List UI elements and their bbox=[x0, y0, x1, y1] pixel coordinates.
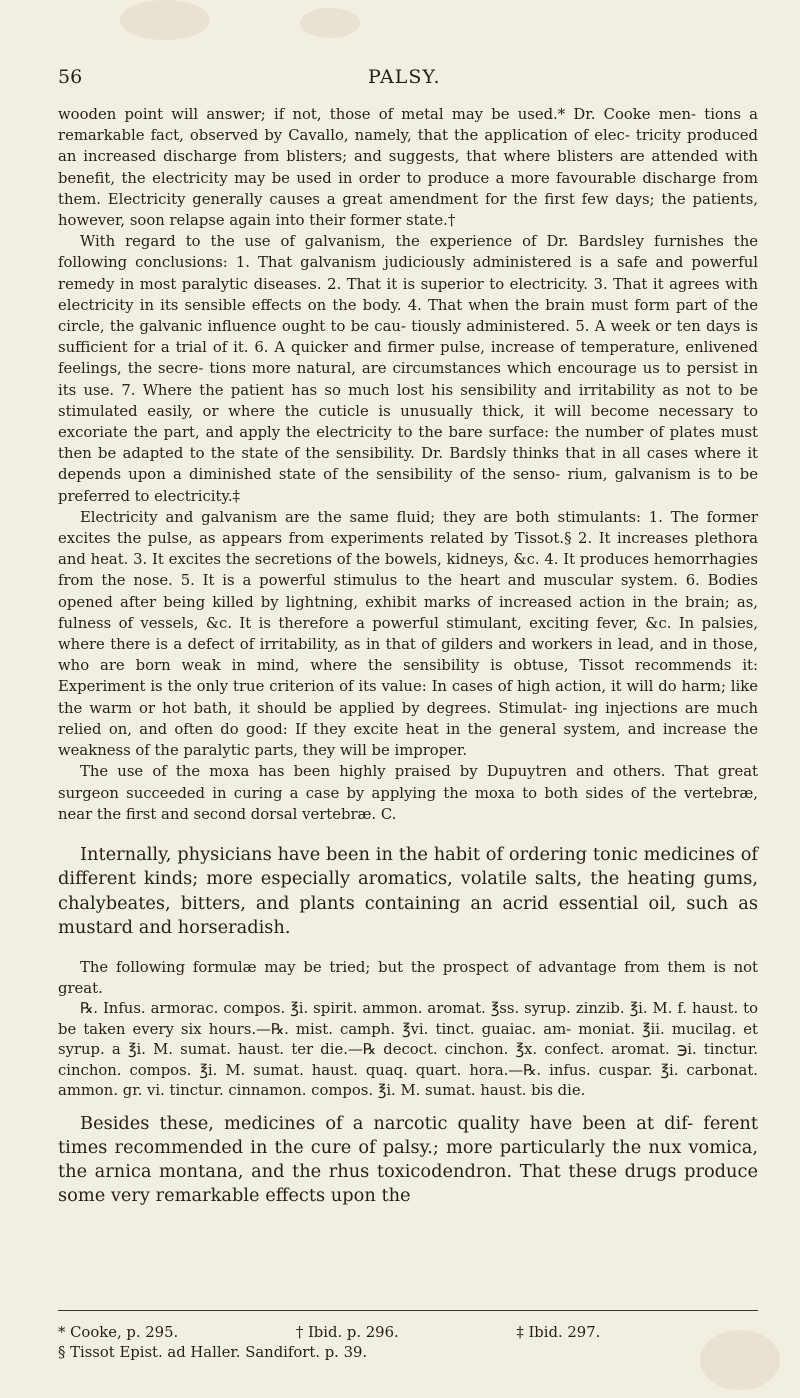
formula-intro: The following formulæ may be tried; but the prospect of advantage from them is not great. bbox=[58, 959, 758, 997]
paragraph-stimulants: Electricity and galvanism are the same fluid; they are both stimulants: 1. The former excites the pulse, as appears from experiments related by Tissot.§ 2. It increases plethora and heat. 3. It excites the secretions of the bowels, kidneys, &c. 4. It produces hemorrhagies from the nose. 5. It is a powerful stimulus to the heart and muscular system. 6. Bodies opened after being killed by lightning, exhibit marks of increased action in the brain; as, fulness of vessels, &c. It is therefore a powerful stimulant, exciting fever, &c. In palsies, where there is a defect of irritability, as in that of gilders and workers in lead, and in those, who are born weak in mind, where the sensibility is obtuse, Tissot recommends it: Experiment is the only true criterion of its value: In cases of high action, it will do harm; like the warm or hot bath, it should be applied by degrees. Stimulat- ing injections are much relied on, and often do good: If they excite heat in the general system, and increase the weakness of the paralytic parts, they will be improper. bbox=[58, 508, 758, 760]
paragraph-besides: Besides these, medicines of a narcotic quality have been at dif- ferent times recommended in the cure of palsy.; more particularly the nux vomica, the arnica montana, and the rhus toxicodendron. That these drugs produce some very remarkable effects upon the bbox=[58, 1112, 758, 1207]
paragraph-moxa: The use of the moxa has been highly praised by Dupuytren and others. That great surgeon succeeded in curing a case by applying the moxa to both sides of the vertebræ, near the first and second dorsal vertebræ. C. bbox=[58, 763, 758, 823]
paragraph-galvanism: With regard to the use of galvanism, the experience of Dr. Bardsley furnishes the following conclusions: 1. That galvanism judiciously administered is a safe and powerful remedy in most paralytic diseases. 2. That it is superior to electricity. 3. That it agrees with electricity in its sensible effects on the body. 4. That when the brain must form part of the circle, the galvanic influence ought to be cau- tiously administered. 5. A week or ten days is sufficient for a trial of it. 6. A quicker and firmer pulse, increase of temperature, enlivened feelings, the secre- tions more natural, are circumstances which encourage us to persist in its use. 7. Where the patient has so much lost his sensibility and irritability as not to be stimulated easily, or where the cuticle is unusually thick, it will become necessary to excoriate the part, and apply the electricity to the bare surface: the number of plates must then be adapted to the state of the sensibility. Dr. Bardsly thinks that in all cases where it depends upon a diminished state of the sensibility of the senso- rium, galvanism is to be preferred to electricity.‡ bbox=[58, 233, 758, 505]
paragraph-electricity: wooden point will answer; if not, those of metal may be used.* Dr. Cooke men- tions a remarkable fact, observed by Cavallo, namely, that the application of elec- tricity produced an increased discharge from blisters; and suggests, that where blisters are attended with benefit, the electricity may be used in order to produce a more favourable discharge from them. Electricity generally causes a great amendment for the first few days; the patients, however, soon relapse again into their former state.† bbox=[58, 106, 758, 230]
body-text bbox=[58, 104, 758, 1209]
paragraph-internally: Internally, physicians have been in the habit of ordering tonic medicines of different kinds; more especially aromatics, volatile salts, the heating gums, chalybeates, bitters, and plants containing an acrid essential oil, such as mustard and horseradish. bbox=[58, 843, 758, 938]
page-header bbox=[58, 62, 758, 92]
footnote-row bbox=[58, 1323, 758, 1343]
running-head: PALSY. bbox=[368, 66, 441, 88]
footnotes bbox=[58, 1310, 758, 1363]
paper-stain bbox=[120, 0, 210, 40]
footnote-2: † Ibid. p. 296. bbox=[295, 1324, 399, 1341]
page-number: 56 bbox=[58, 66, 83, 88]
footnote-3: ‡ Ibid. 297. bbox=[516, 1324, 601, 1341]
formula-prescriptions: ℞. Infus. armorac. compos. ℥i. spirit. ammon. aromat. ℥ss. syrup. zinzib. ℥i. M. f. haust. to be taken every six hours.—℞. mist. camph. ℥vi. tinct. guaiac. am- moniat. ℥ii. mucilag. et syrup. a ℥i. M. sumat. haust. ter die.—℞ decoct. cinchon. ℥x. confect. aromat. ℈i. tinctur. cinchon. compos. ℥i. M. sumat. haust. quaq. quart. hora.—℞. infus. cuspar. ℥i. carbonat. ammon. gr. vi. tinctur. cinnamon. compos. ℥i. M. sumat. haust. bis die. bbox=[58, 1000, 758, 1100]
footnote-1: * Cooke, p. 295. bbox=[58, 1324, 179, 1341]
paper-stain bbox=[300, 8, 360, 38]
footnote-4: § Tissot Epist. ad Haller. Sandifort. p. 39. bbox=[58, 1344, 368, 1361]
small-print-section bbox=[58, 104, 758, 825]
footnote-spacer bbox=[718, 1323, 758, 1343]
